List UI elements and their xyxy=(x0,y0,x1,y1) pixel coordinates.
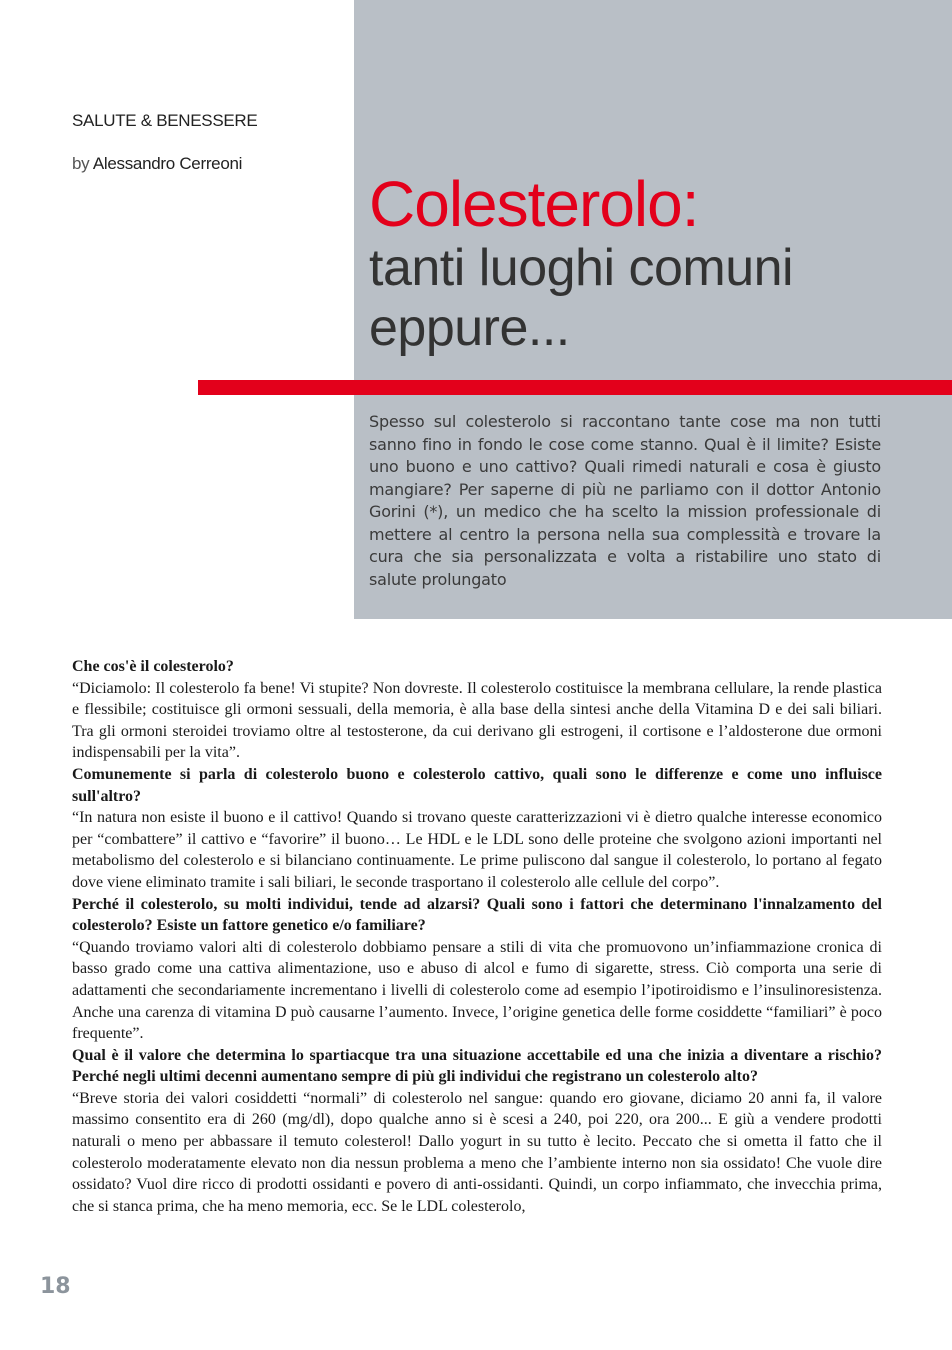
answer-3: “Quando troviamo valori alti di colesterolo dobbiamo pensare a stili di vita che promuovono un’infiammazione cronica di basso grado come una cattiva alimentazione, uso e abuso di alcol e fumo di sigarette, stress. Ciò comporta una serie di adattamenti che secondariamente incrementano i livelli di colesterolo come ad esempio l’ipotiroidismo e l’insulinoresistenza. Anche una carenza di vitamina D può causarne l’aumento. Invece, l’origine genetica delle forme cosiddette “familiari” è poco frequente”. xyxy=(72,938,882,1043)
title-sub-line-1: tanti luoghi comuni xyxy=(369,239,794,297)
question-2: Comunemente si parla di colesterolo buono e colesterolo cattivo, quali sono le differenze e come uno influisce sull'altro? xyxy=(72,765,882,805)
page-number: 18 xyxy=(40,1274,71,1299)
article-title xyxy=(369,170,939,358)
byline xyxy=(72,154,242,174)
section-label: SALUTE & BENESSERE xyxy=(72,111,258,130)
question-1: Che cos'è il colesterolo? xyxy=(72,658,234,675)
question-3: Perché il colesterolo, su molti individui, tende ad alzarsi? Quali sono i fattori che determinano l'innalzamento del colesterolo? Esiste un fattore genetico e/o familiare? xyxy=(72,895,882,935)
question-4: Qual è il valore che determina lo spartiacque tra una situazione accettabile ed una che inizia a diventare a rischio? Perché negli ultimi decenni aumentano sempre di più gli individui che registrano un colesterolo alto? xyxy=(72,1046,882,1086)
answer-2: “In natura non esiste il buono e il cattivo! Quando si trovano queste caratterizzazioni vi è dietro qualche interesse economico per “combattere” il cattivo e “favorire” il buono… Le HDL e le LDL sono delle proteine che svolgono azioni importanti nel metabolismo del colesterolo e si bilanciano continuamente. Le prime puliscono dal sangue il colesterolo, lo portano al fegato dove viene eliminato tramite i sali biliari, le seconde trasportano il colesterolo alle cellule del corpo”. xyxy=(72,809,882,891)
title-sub-line-2: eppure... xyxy=(369,299,570,357)
article-body xyxy=(72,656,882,1217)
byline-prefix: by xyxy=(72,154,90,173)
answer-4: “Breve storia dei valori cosiddetti “normali” di colesterolo nel sangue: quando ero giovane, diciamo 20 anni fa, il valore massimo consentito era di 260 (mg/dl), dopo qualche anno si è scesi a 240, poi 220, ora 200... E giù a vendere prodotti naturali o meno per abbassare il temuto colesterol! Dallo yogurt in su tutto è lecito. Peccato che si ometta il fatto che il colesterolo moderatamente elevato non dia nessun problema a meno che l’ambiente interno non sia ossidato! Che vuole dire ossidato? Vuol dire ricco di prodotti ossidanti e povero di anti-ossidanti. Quindi, un corpo infiammato, che invecchia prima, che si stanca prima, che ha meno memoria, ecc. Se le LDL colesterolo, xyxy=(72,1089,882,1215)
author-name: Alessandro Cerreoni xyxy=(92,154,243,173)
red-divider-bar xyxy=(198,380,952,395)
title-main: Colesterolo: xyxy=(369,168,699,240)
answer-1: “Diciamolo: Il colesterolo fa bene! Vi stupite? Non dovreste. Il colesterolo costituisce la membrana cellulare, la rende plastica e flessibile; costituisce gli ormoni sessuali, della memoria, è alla base della sintesi anche della Vitamina D e dei sali biliari. Tra gli ormoni steroidei troviamo oltre al testosterone, da cui derivano gli estrogeni, il cortisone e l’aldosterone due ormoni indispensabili per la vita”. xyxy=(72,679,882,762)
intro-paragraph: Spesso sul colesterolo si raccontano tante cose ma non tutti sanno fino in fondo le cose come stanno. Qual è il limite? Esiste uno buono e uno cattivo? Quali rimedi naturali e cosa è giusto mangiare? Per saperne di più ne parliamo con il dottor Antonio Gorini (*), un medico che ha scelto la mission professionale di mettere al centro la persona nella sua complessità e trovare la cura che sia personalizzata e volta a ristabilire uno stato di salute prolungato xyxy=(369,412,881,589)
